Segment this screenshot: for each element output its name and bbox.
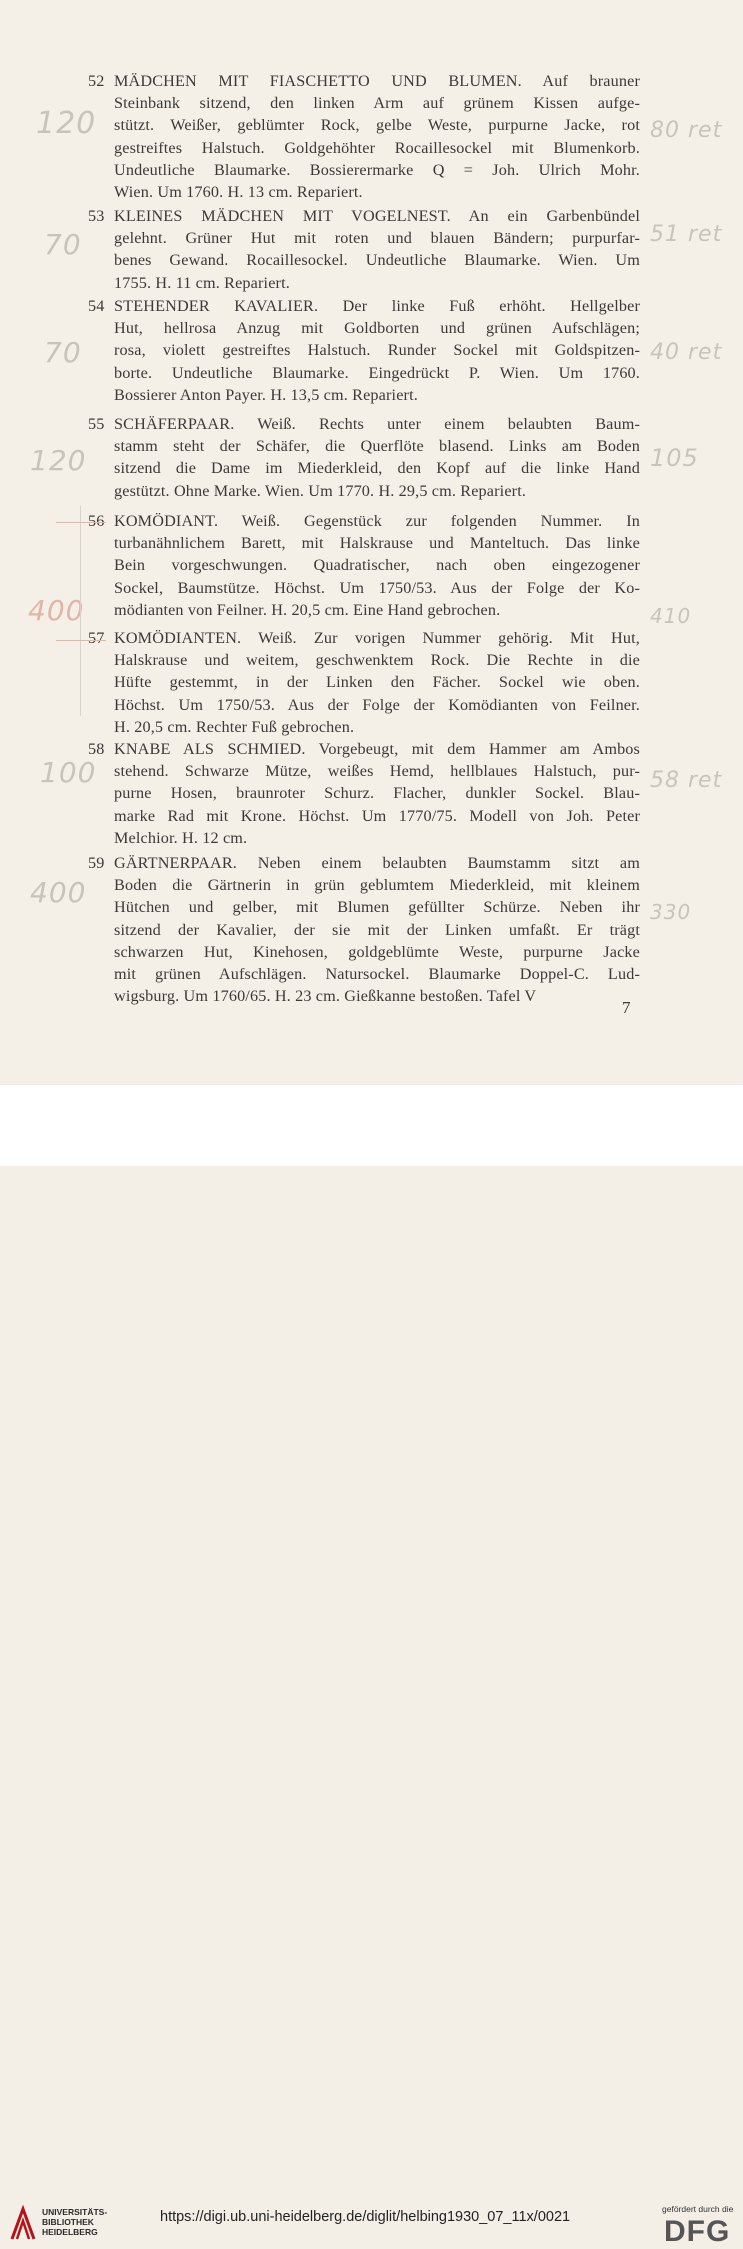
entry-line: KOMÖDIANT. Weiß. Gegenstück zur folgenden Nummer. In xyxy=(114,512,640,530)
entry-number: 55 xyxy=(88,415,105,433)
entry-line: benes Gewand. Rocaillesockel. Undeutliche Blaumarke. Wien. Um xyxy=(114,251,640,270)
margin-annotation: 410 xyxy=(650,604,692,628)
document-page xyxy=(0,0,743,1085)
entry-line: 1755. H. 11 cm. Repariert. xyxy=(114,273,290,292)
entry-line: gestützt. Ohne Marke. Wien. Um 1770. H. 29,5 cm. Repariert. xyxy=(114,481,527,500)
entry-line: SCHÄFERPAAR. Weiß. Rechts unter einem belaubten Baum- xyxy=(114,415,640,433)
margin-annotation: 120 xyxy=(30,444,87,477)
entry-line: KNABE ALS SCHMIED. Vorgebeugt, mit dem Hammer am Ambos xyxy=(114,740,640,758)
entry-line: mödianten von Feilner. H. 20,5 cm. Eine Hand gebrochen. xyxy=(114,600,501,619)
catalog-entry-58 xyxy=(88,738,640,849)
margin-annotation: 40 ret xyxy=(650,340,723,365)
funding-caption: gefördert durch die xyxy=(662,2204,734,2214)
catalog-entry-57 xyxy=(88,627,640,738)
entry-line: STEHENDER KAVALIER. Der linke Fuß erhöht. Hellgelber xyxy=(114,297,640,315)
entry-number: 52 xyxy=(88,72,105,90)
entry-line: sitzend die Dame im Miederkleid, den Kopf auf die linke Hand xyxy=(114,459,640,478)
entry-line: Bossierer Anton Payer. H. 13,5 cm. Repariert. xyxy=(114,385,418,404)
catalog-entry-54 xyxy=(88,295,640,406)
university-library-logo-icon xyxy=(8,2205,38,2243)
margin-annotation: 70 xyxy=(44,228,82,261)
entry-line: marke Rad mit Krone. Höchst. Um 1770/75. Modell von Joh. Peter xyxy=(114,806,640,825)
entry-line: MÄDCHEN MIT FIASCHETTO UND BLUMEN. Auf brauner xyxy=(114,72,640,90)
entry-line: Höchst. Um 1750/53. Aus der Folge der Komödianten von Feilner. xyxy=(114,695,640,714)
entry-number: 54 xyxy=(88,297,105,315)
catalog-entry-53 xyxy=(88,205,640,294)
margin-annotation: 330 xyxy=(650,900,692,924)
entry-line: Boden die Gärtnerin in grün geblumtem Miederkleid, mit kleinem xyxy=(114,876,640,895)
permalink-url[interactable]: https://digi.ub.uni-heidelberg.de/diglit/helbing1930_07_11x/0021 xyxy=(160,2209,571,2225)
entry-line: stützt. Weißer, geblümter Rock, gelbe Weste, purpurne Jacke, rot xyxy=(114,116,640,135)
margin-stroke xyxy=(56,522,106,523)
margin-annotation: 400 xyxy=(28,594,85,627)
entry-line: Hüfte gestemmt, in der Linken den Fächer. Sockel wie oben. xyxy=(114,673,640,692)
margin-bracket xyxy=(80,506,81,716)
page-number: 7 xyxy=(622,998,631,1017)
entry-line: gestreiftes Halstuch. Goldgehöhter Rocaillesockel mit Blumenkorb. xyxy=(114,138,640,157)
entry-line: stamm steht der Schäfer, die Querflöte blasend. Links am Boden xyxy=(114,437,640,456)
entry-line: Undeutliche Blaumarke. Bossierermarke Q = Joh. Ulrich Mohr. xyxy=(114,160,640,179)
entry-line: Hütchen und gelber, mit Blumen gefüllter Schürze. Neben ihr xyxy=(114,898,640,917)
entry-line: turbanähnlichem Barett, mit Halskrause und Manteltuch. Das linke xyxy=(114,534,640,553)
entry-line: wigsburg. Um 1760/65. H. 23 cm. Gießkanne bestoßen. Tafel V xyxy=(114,987,537,1006)
entry-line: borte. Undeutliche Blaumarke. Eingedrückt P. Wien. Um 1760. xyxy=(114,363,640,382)
margin-annotation: 120 xyxy=(36,106,97,141)
margin-annotation: 70 xyxy=(44,336,82,369)
library-name: UNIVERSITÄTS- BIBLIOTHEK HEIDELBERG xyxy=(42,2207,108,2237)
catalog-entry-52 xyxy=(88,70,640,203)
entry-line: H. 20,5 cm. Rechter Fuß gebrochen. xyxy=(114,717,355,736)
entry-line: Hut, hellrosa Anzug mit Goldborten und grünen Aufschlägen; xyxy=(114,319,640,338)
entry-line: Wien. Um 1760. H. 13 cm. Repariert. xyxy=(114,183,363,202)
entry-line: Halskrause und weitem, geschwenktem Rock. Die Rechte in die xyxy=(114,651,640,670)
margin-annotation: 105 xyxy=(650,444,699,472)
margin-annotation: 80 ret xyxy=(650,118,723,143)
entry-number: 59 xyxy=(88,854,105,872)
entry-line: purne Hosen, braunroter Schurz. Flacher, dunkler Sockel. Blau- xyxy=(114,784,640,803)
catalog-entry-59 xyxy=(88,852,640,1007)
entry-line: schwarzen Hut, Kinehosen, goldgeblümte Weste, purpurne Jacke xyxy=(114,942,640,961)
entry-number: 56 xyxy=(88,512,105,530)
entry-line: GÄRTNERPAAR. Neben einem belaubten Baumstamm sitzt am xyxy=(114,854,640,872)
margin-annotation: 58 ret xyxy=(650,768,723,793)
entry-number: 57 xyxy=(88,629,105,647)
entry-line: rosa, violett gestreiftes Halstuch. Runder Sockel mit Goldspitzen- xyxy=(114,341,640,360)
margin-annotation: 400 xyxy=(30,876,87,909)
entry-line: KOMÖDIANTEN. Weiß. Zur vorigen Nummer gehörig. Mit Hut, xyxy=(114,629,640,647)
entry-line: Bein vorgeschwungen. Quadratischer, nach oben eingezogener xyxy=(114,556,640,575)
entry-line: Sockel, Baumstütze. Höchst. Um 1750/53. Aus der Folge der Ko- xyxy=(114,578,640,597)
entry-line: stehend. Schwarze Mütze, weißes Hemd, hellblaues Halstuch, pur- xyxy=(114,762,640,781)
margin-annotation: 100 xyxy=(40,756,97,789)
entry-line: sitzend der Kavalier, der sie mit der Linken umfaßt. Er trägt xyxy=(114,920,640,939)
footer-bar xyxy=(0,1085,743,2248)
entry-line: mit grünen Aufschlägen. Natursockel. Blaumarke Doppel-C. Lud- xyxy=(114,965,640,984)
entry-number: 58 xyxy=(88,740,105,758)
margin-stroke xyxy=(56,640,106,641)
catalog-entry-56 xyxy=(88,510,640,621)
margin-annotation: 51 ret xyxy=(650,222,723,247)
entry-line: gelehnt. Grüner Hut mit roten und blauen Bändern; purpurfar- xyxy=(114,229,640,248)
dfg-logo: DFG xyxy=(664,2215,731,2248)
entry-line: Melchior. H. 12 cm. xyxy=(114,828,248,847)
catalog-entry-55 xyxy=(88,413,640,502)
entry-line: KLEINES MÄDCHEN MIT VOGELNEST. An ein Garbenbündel xyxy=(114,207,640,225)
entry-line: Steinbank sitzend, den linken Arm auf grünem Kissen aufge- xyxy=(114,94,640,113)
entry-number: 53 xyxy=(88,207,105,225)
